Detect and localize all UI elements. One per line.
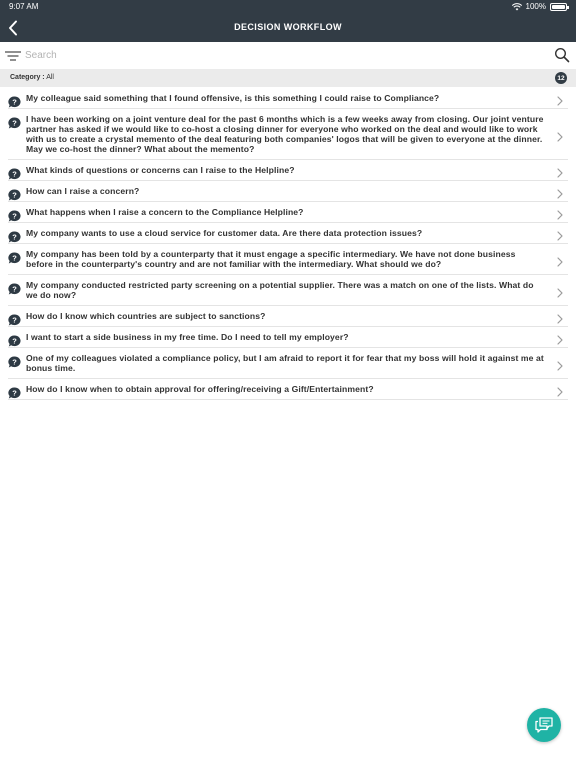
chevron-right-icon bbox=[556, 228, 564, 238]
question-bubble-icon bbox=[8, 188, 21, 200]
question-bubble-icon bbox=[8, 386, 21, 398]
battery-percent: 100% bbox=[525, 2, 546, 11]
page-title: DECISION WORKFLOW bbox=[234, 22, 342, 32]
search-icon bbox=[554, 47, 570, 63]
question-bubble-icon bbox=[8, 355, 21, 367]
question-text: I want to start a side business in my free time. Do I need to tell my employer? bbox=[26, 332, 349, 342]
svg-text:?: ? bbox=[12, 97, 17, 107]
chevron-right-icon bbox=[556, 285, 564, 295]
question-row[interactable] bbox=[8, 223, 568, 244]
nav-bar bbox=[0, 14, 576, 42]
category-filter bbox=[10, 74, 54, 81]
question-bubble-icon bbox=[8, 209, 21, 221]
svg-text:?: ? bbox=[12, 284, 17, 294]
svg-text:?: ? bbox=[12, 169, 17, 179]
category-bar[interactable] bbox=[0, 69, 576, 87]
chevron-right-icon bbox=[556, 207, 564, 217]
svg-text:?: ? bbox=[12, 211, 17, 221]
question-text: My company conducted restricted party screening on a potential supplier. There was a match on one of the lists. What do we do now? bbox=[26, 280, 534, 300]
question-text: I have been working on a joint venture deal for the past 6 months which is a few weeks away from closing. Our joint venture partner has asked if we would like to co-host a closing dinner for everyone who worked on the deal and would like to work with us to create a crystal memento of the deal featuring both companies' logos that will be given to everyone at the dinner. May we co-host the dinner? What about the memento? bbox=[26, 114, 544, 154]
chevron-right-icon bbox=[556, 165, 564, 175]
status-bar bbox=[0, 0, 576, 14]
question-row[interactable] bbox=[8, 306, 568, 327]
category-label: Category : bbox=[10, 74, 45, 81]
chevron-right-icon bbox=[556, 332, 564, 342]
filter-button[interactable] bbox=[4, 48, 22, 64]
question-text: My colleague said something that I found offensive, is this something I could raise to Compliance? bbox=[26, 93, 440, 103]
chevron-right-icon bbox=[556, 93, 564, 103]
question-text: What kinds of questions or concerns can I raise to the Helpline? bbox=[26, 165, 295, 175]
chevron-right-icon bbox=[556, 358, 564, 368]
search-input[interactable] bbox=[25, 47, 535, 64]
question-bubble-icon bbox=[8, 313, 21, 325]
chevron-right-icon bbox=[556, 254, 564, 264]
question-bubble-icon bbox=[8, 230, 21, 242]
svg-text:?: ? bbox=[12, 357, 17, 367]
battery-fill bbox=[552, 5, 565, 9]
category-value: All bbox=[46, 74, 54, 81]
question-text: How can I raise a concern? bbox=[26, 186, 140, 196]
question-bubble-icon bbox=[8, 251, 21, 263]
status-time: 9:07 AM bbox=[9, 2, 39, 11]
search-button[interactable] bbox=[554, 47, 570, 63]
chevron-right-icon bbox=[556, 384, 564, 394]
svg-text:?: ? bbox=[12, 190, 17, 200]
wifi-icon bbox=[512, 3, 522, 11]
question-row[interactable] bbox=[8, 348, 568, 379]
question-text: My company has been told by a counterparty that it must engage a specific intermediary. We have not done business before in the counterparty's country and are not familiar with the intermediary. What should we do? bbox=[26, 249, 516, 269]
question-bubble-icon bbox=[8, 334, 21, 346]
question-row[interactable] bbox=[8, 244, 568, 275]
question-bubble-icon bbox=[8, 116, 21, 128]
question-row[interactable] bbox=[8, 202, 568, 223]
question-bubble-icon bbox=[8, 95, 21, 107]
question-bubble-icon bbox=[8, 167, 21, 179]
question-row[interactable] bbox=[8, 327, 568, 348]
question-row[interactable] bbox=[8, 160, 568, 181]
question-row[interactable] bbox=[8, 275, 568, 306]
svg-text:?: ? bbox=[12, 232, 17, 242]
svg-text:?: ? bbox=[12, 388, 17, 398]
question-text: How do I know which countries are subject to sanctions? bbox=[26, 311, 266, 321]
question-text: What happens when I raise a concern to the Compliance Helpline? bbox=[26, 207, 304, 217]
question-text: My company wants to use a cloud service for customer data. Are there data protection issues? bbox=[26, 228, 423, 238]
question-row[interactable] bbox=[8, 109, 568, 160]
chevron-right-icon bbox=[556, 311, 564, 321]
svg-text:?: ? bbox=[12, 315, 17, 325]
question-list bbox=[0, 88, 576, 400]
question-row[interactable] bbox=[8, 88, 568, 109]
status-indicators bbox=[512, 2, 567, 11]
chat-bubbles-icon bbox=[534, 716, 554, 734]
count-badge: 12 bbox=[555, 72, 567, 84]
question-text: One of my colleagues violated a compliance policy, but I am afraid to report it for fear that my boss will hold it against me at bonus time. bbox=[26, 353, 544, 373]
chat-button[interactable] bbox=[527, 708, 561, 742]
question-row[interactable] bbox=[8, 181, 568, 202]
svg-text:?: ? bbox=[12, 253, 17, 263]
chevron-right-icon bbox=[556, 186, 564, 196]
chevron-right-icon bbox=[556, 129, 564, 139]
question-text: How do I know when to obtain approval for offering/receiving a Gift/Entertainment? bbox=[26, 384, 374, 394]
battery-icon bbox=[550, 3, 567, 11]
filter-lines-icon bbox=[4, 48, 22, 64]
search-bar bbox=[0, 42, 576, 69]
question-row[interactable] bbox=[8, 379, 568, 400]
svg-text:?: ? bbox=[12, 336, 17, 346]
question-bubble-icon bbox=[8, 282, 21, 294]
svg-text:?: ? bbox=[12, 118, 17, 128]
